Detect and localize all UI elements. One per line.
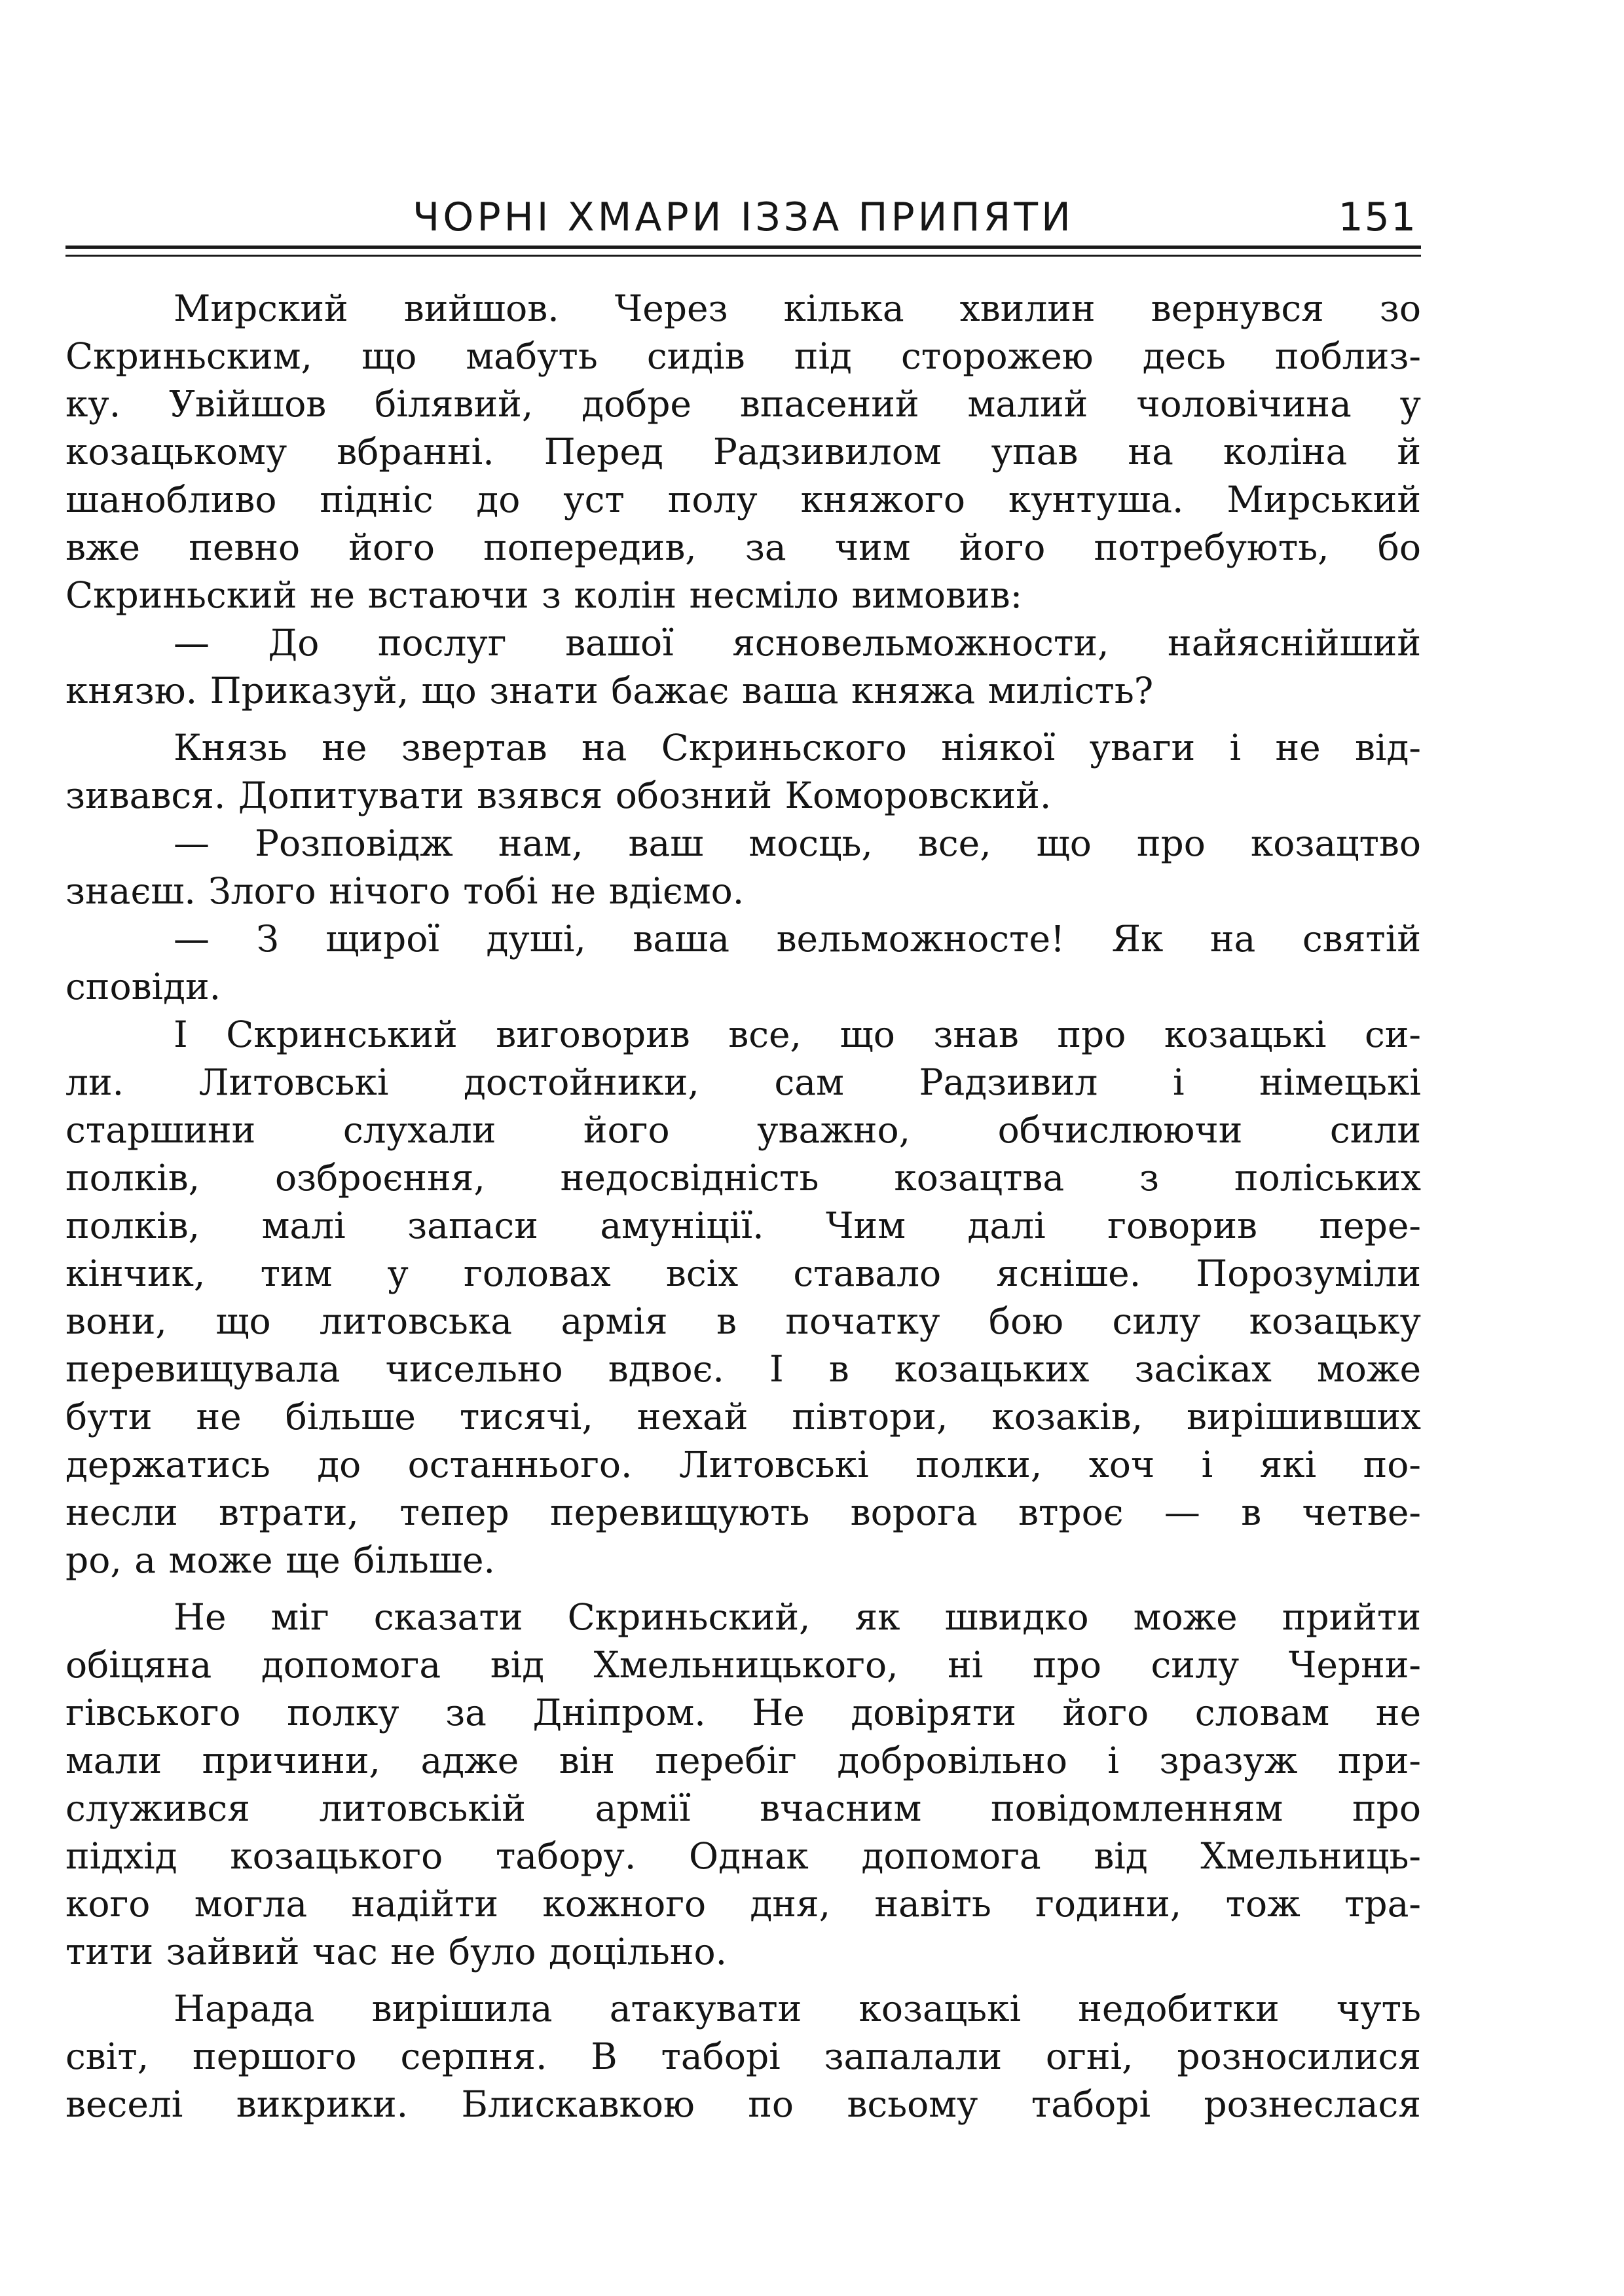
text-line: служився литовській армії вчасним повідомленням про [65,1787,1421,1829]
paragraph-gap [65,715,1421,724]
text-line: ро, а може ще більше. [65,1539,495,1581]
body-text [65,285,1421,2128]
text-line: Нарада вирішила атакувати козацькі недобитки чуть [174,1988,1421,2030]
header-rule-thin [65,255,1421,257]
text-line: сповіди. [65,966,221,1008]
text-line: старшини слухали його уважно, обчислюючи сили [65,1109,1421,1151]
text-line: світ, першого серпня. В таборі запалали огні, розносилися [65,2035,1421,2077]
running-title: ЧОРНІ ХМАРИ ІЗЗА ПРИПЯТИ [413,194,1074,240]
text-line: І Скринський виговорив все, що знав про козацькі си- [174,1013,1421,1055]
text-line: ли. Литовські достойники, сам Радзивил і німецькі [65,1061,1421,1103]
paragraph-gap [65,1584,1421,1594]
text-line: кого могла надійти кожного дня, навіть години, тож тра- [65,1883,1421,1925]
page-number: 151 [1338,194,1417,240]
text-line: Скриньским, що мабуть сидів під сторожею десь поблиз- [65,335,1421,377]
text-line: князю. Приказуй, що знати бажає ваша княжа милість? [65,670,1154,712]
text-line: шанобливо підніс до уст полу княжого кунтуша. Мирський [65,479,1421,520]
text-line: — З щирої душі, ваша вельможносте! Як на святій [174,918,1421,960]
running-head [65,191,1421,244]
text-line: вони, що литовська армія в початку бою силу козацьку [65,1300,1421,1342]
text-line: полків, малі запаси амуніції. Чим далі говорив пере- [65,1205,1421,1247]
text-line: — До послуг вашої ясновельможности, найяснійший [174,622,1421,664]
text-line: веселі викрики. Блискавкою по всьому таборі рознеслася [65,2083,1421,2125]
text-line: Мирский вийшов. Через кілька хвилин вернувся зо [174,287,1421,329]
text-line: козацькому вбранні. Перед Радзивилом упав на коліна й [65,431,1421,473]
text-line: обіцяна допомога від Хмельницького, ні про силу Черни- [65,1644,1421,1686]
text-line: вже певно його попередив, за чим його потребують, бо [65,526,1421,568]
text-line: знаєш. Злого нічого тобі не вдіємо. [65,870,745,912]
text-line: несли втрати, тепер перевищують ворога втроє — в четве- [65,1491,1421,1533]
text-line: бути не більше тисячі, нехай півтори, козаків, вирішивших [65,1396,1421,1438]
text-line: мали причини, адже він перебіг добровільно і зразуж при- [65,1740,1421,1781]
text-line: підхід козацького табору. Однак допомога від Хмельниць- [65,1835,1421,1877]
text-line: зивався. Допитувати взявся обозний Коморовский. [65,774,1052,816]
text-line: кінчик, тим у головах всіх ставало ясніше. Порозуміли [65,1252,1421,1294]
text-line: полків, озброєння, недосвідність козацтва з поліських [65,1157,1421,1199]
text-line: держатись до останнього. Литовські полки, хоч і які по- [65,1444,1421,1485]
paragraph-gap [65,1976,1421,1985]
text-line: перевищувала чисельно вдвоє. І в козацьких засіках може [65,1348,1421,1390]
text-line: ку. Увійшов білявий, добре впасений малий чоловічина у [65,383,1421,425]
text-line: Князь не звертав на Скриньского ніякої уваги і не від- [174,727,1421,769]
text-line: Не міг сказати Скриньский, як швидко може прийти [174,1596,1421,1638]
text-line: — Розповідж нам, ваш мосць, все, що про козацтво [174,822,1421,864]
text-line: гівського полку за Дніпром. Не довіряти його словам не [65,1692,1421,1734]
text-line: Скриньский не встаючи з колін несміло вимовив: [65,574,1023,616]
header-rule-thick [65,246,1421,249]
text-line: тити зайвий час не було доцільно. [65,1931,728,1973]
